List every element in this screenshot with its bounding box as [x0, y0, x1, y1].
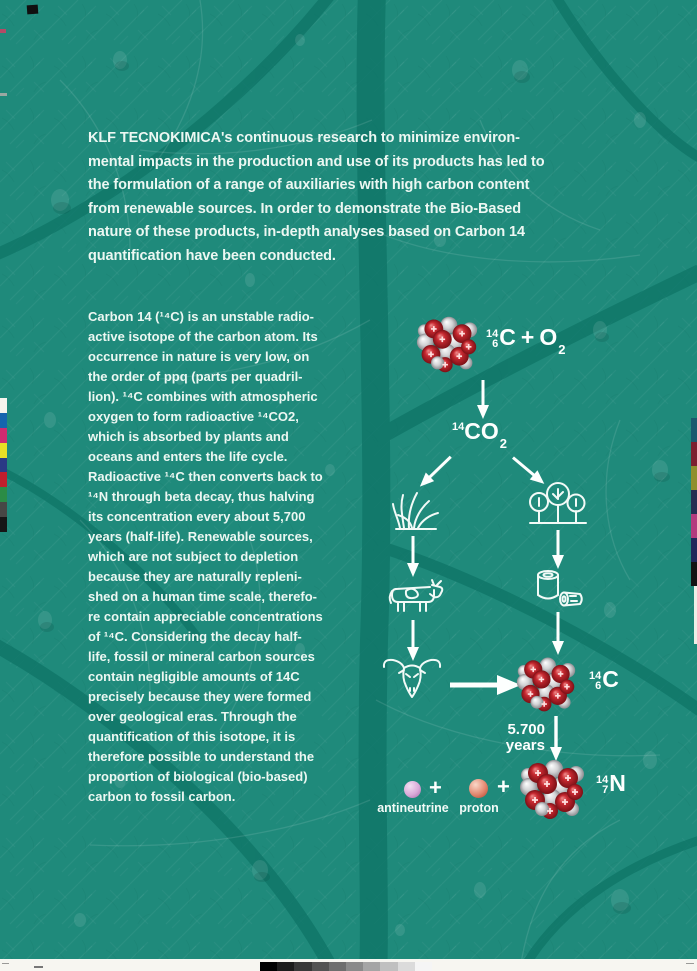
text-line: the order of ppq (parts per quadril- [88, 369, 303, 384]
text-line: therefore possible to understand the [88, 749, 315, 764]
plus-sign: + [497, 774, 510, 799]
crop-mark [34, 966, 43, 968]
color-swatch [329, 962, 346, 971]
text-line: which is absorbed by plants and [88, 429, 289, 444]
text-line: oceans and enters the life cycle. [88, 449, 288, 464]
left-color-calibration-strip [0, 398, 7, 532]
text-line: mental impacts in the production and use of its products has led to [88, 153, 545, 170]
text-line: shed on a human time scale, therefo- [88, 589, 317, 604]
crop-mark [686, 963, 694, 964]
right-color-calibration-strip [691, 418, 697, 586]
arrow-right-icon [450, 672, 522, 698]
color-swatch [0, 458, 7, 473]
text-line: Radioactive ¹⁴C then converts back to [88, 469, 323, 484]
cow-skull-icon [382, 656, 442, 702]
text-line: contain negligible amounts of 14C [88, 669, 300, 684]
color-swatch [691, 514, 697, 538]
antineutrine-particle-icon [404, 781, 421, 798]
crop-mark [2, 963, 9, 964]
proton-particle-icon [469, 779, 488, 798]
color-swatch [294, 962, 311, 971]
halflife-label: 5.700 years [505, 721, 545, 754]
color-swatch [691, 442, 697, 466]
color-swatch [312, 962, 329, 971]
text-line: occurrence in nature is very low, on [88, 349, 310, 364]
color-swatch [0, 398, 7, 413]
color-swatch [691, 562, 697, 586]
text-line: years (half-life). Renewable sources, [88, 529, 313, 544]
color-swatch [415, 962, 432, 971]
color-swatch [0, 443, 7, 458]
color-swatch [0, 487, 7, 502]
proton-label: proton [459, 801, 499, 815]
c14-plus-o2-label: 14 6 C + O 2 [486, 324, 566, 357]
text-line: because they are naturally repleni- [88, 569, 302, 584]
antineutrine-label: antineutrine [377, 801, 449, 815]
text-line: quantification of this isotope, it is [88, 729, 296, 744]
text-line: lion). ¹⁴C combines with atmospheric [88, 389, 318, 404]
text-line: life, fossil or mineral carbon sources [88, 649, 315, 664]
text-line: which are not subject to depletion [88, 549, 299, 564]
cow-icon [384, 573, 444, 617]
text-line: nature of these products, in-depth analyses based on Carbon 14 [88, 224, 525, 241]
color-swatch [363, 962, 380, 971]
text-line: Carbon 14 (¹⁴C) is an unstable radio- [88, 309, 315, 324]
c14-molecule-icon [415, 312, 479, 376]
color-swatch [0, 428, 7, 443]
text-line: active isotope of the carbon atom. Its [88, 329, 318, 344]
color-swatch [691, 466, 697, 490]
text-line: ¹⁴N through beta decay, thus halving [88, 489, 315, 504]
color-swatch [691, 490, 697, 514]
arrow-down-icon [551, 530, 565, 570]
color-swatch [0, 413, 7, 428]
scan-artifact-mark [27, 5, 39, 15]
text-line: the formulation of a range of auxiliaries with high carbon content [88, 177, 530, 194]
co2-label: 14 CO 2 [452, 418, 507, 451]
text-line: carbon to fossil carbon. [88, 789, 236, 804]
text-line: quantification have been conducted. [88, 247, 336, 264]
text-line: of ¹⁴C. Considering the decay half- [88, 629, 302, 644]
plus-sign: + [429, 775, 442, 800]
color-swatch [691, 418, 697, 442]
color-swatch [0, 502, 7, 517]
color-swatch [398, 962, 415, 971]
text-line: KLF TECNOKIMICA's continuous research to minimize environ- [88, 130, 520, 146]
color-swatch [260, 962, 277, 971]
color-swatch [691, 538, 697, 562]
grayscale-calibration-wedge [260, 962, 432, 971]
n14-molecule-icon [518, 755, 586, 823]
c14-molecule-icon [515, 653, 577, 715]
text-line: re contain appreciable concentrations [88, 609, 323, 624]
text-line: oxygen to form radioactive ¹⁴CO2, [88, 409, 299, 424]
crop-mark [0, 93, 7, 96]
wood-logs-icon [530, 566, 584, 612]
text-line: its concentration every about 5,700 [88, 509, 306, 524]
color-swatch [346, 962, 363, 971]
crop-mark [0, 29, 6, 33]
text-line: over geological eras. Through the [88, 709, 297, 724]
color-swatch [0, 472, 7, 487]
n14-label: 14 7 N [596, 770, 626, 796]
arrow-down-icon [406, 536, 420, 578]
trees-icon [526, 477, 590, 529]
text-line: precisely because they were formed [88, 689, 312, 704]
c14-label: 14 6 C [589, 666, 619, 692]
text-line: from renewable sources. In order to demonstrate the Bio-Based [88, 200, 522, 217]
arrow-down-icon [551, 612, 565, 656]
text-line: proportion of biological (bio-based) [88, 769, 308, 784]
arrow-down-icon [476, 380, 490, 420]
grass-icon [390, 486, 442, 532]
color-swatch [380, 962, 397, 971]
color-swatch [0, 517, 7, 532]
color-swatch [277, 962, 294, 971]
